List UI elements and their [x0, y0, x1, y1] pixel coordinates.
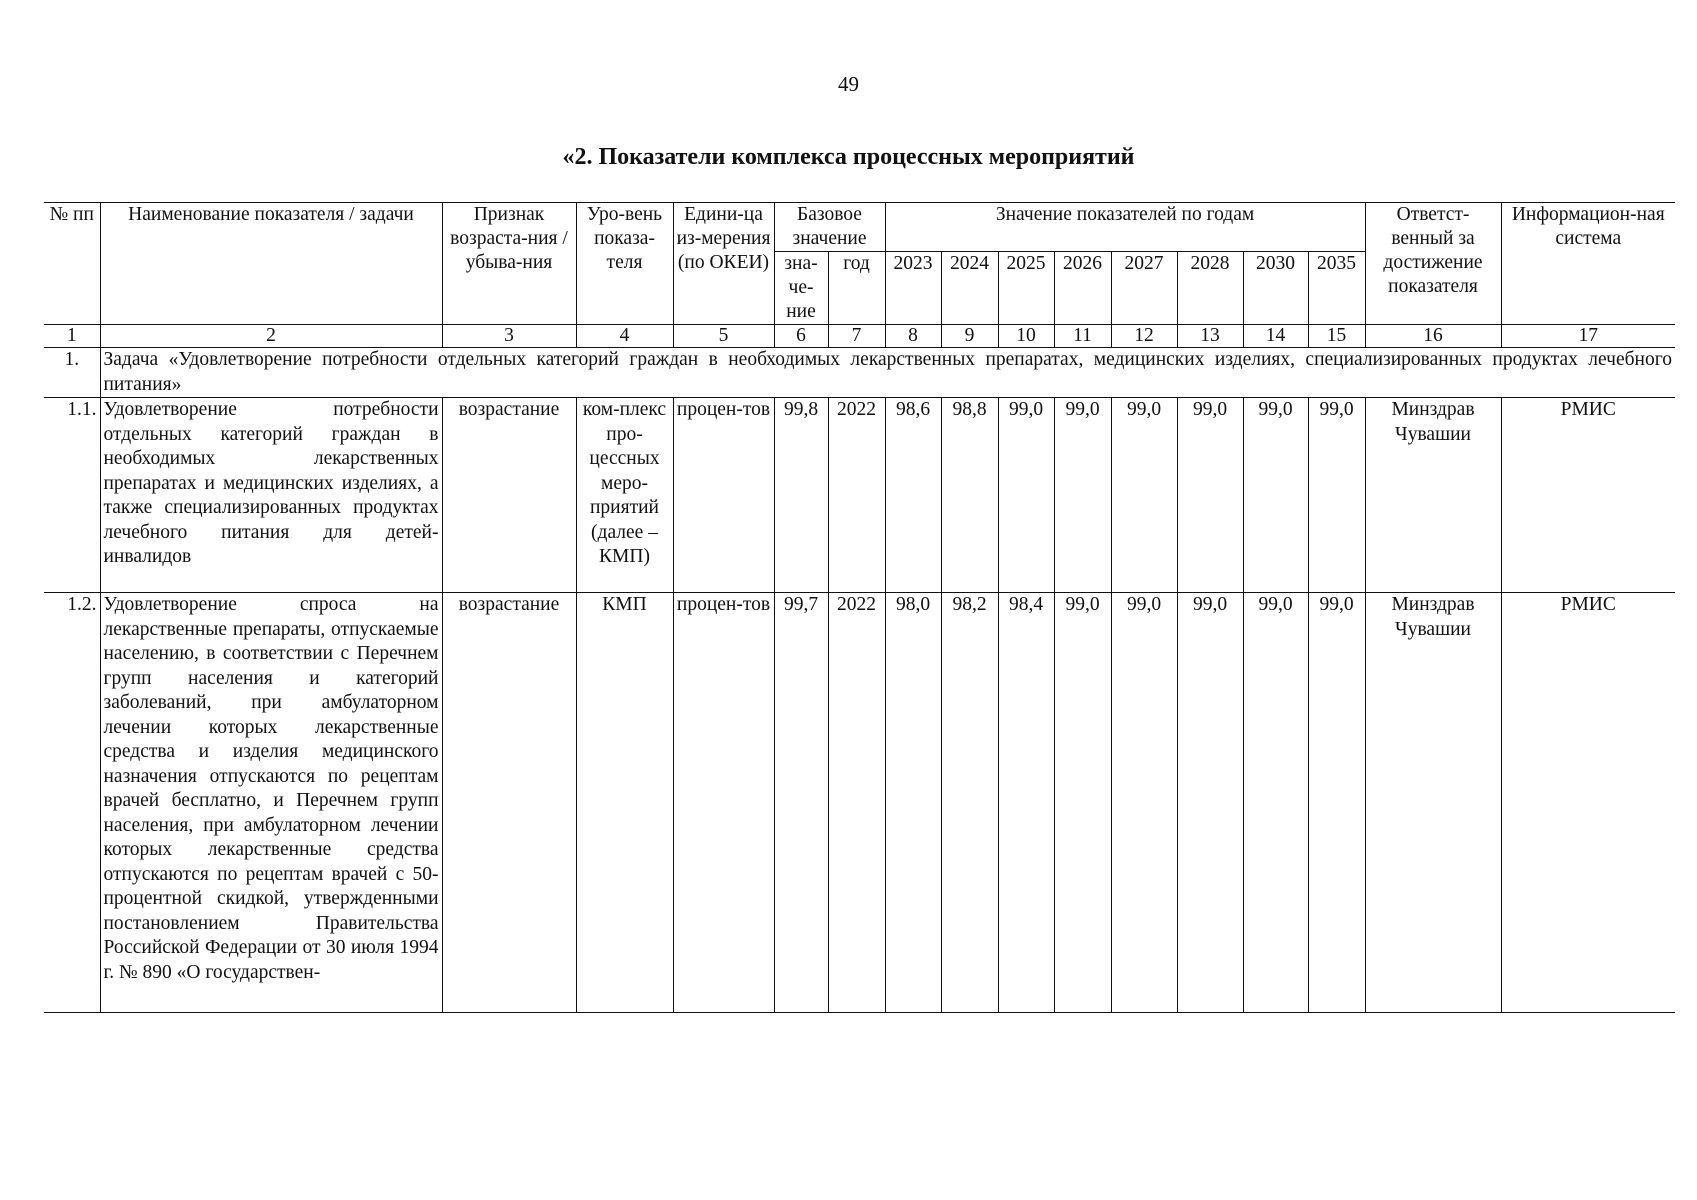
column-number: 11: [1054, 325, 1111, 348]
indicator-level: ком-плекс про-цессных меро-приятий (далее – КМП): [576, 398, 673, 593]
base-year: 2022: [828, 398, 885, 593]
header-name: Наименование показателя / задачи: [100, 203, 442, 325]
header-responsible: Ответст-венный за достижение показателя: [1365, 203, 1501, 325]
base-value: 99,8: [774, 398, 828, 593]
value-2035: 99,0: [1308, 593, 1365, 1013]
column-number: 15: [1308, 325, 1365, 348]
responsible: Минздрав Чувашии: [1365, 593, 1501, 1013]
indicator-unit: процен-тов: [673, 593, 774, 1013]
indicator-unit: процен-тов: [673, 398, 774, 593]
column-number: 10: [998, 325, 1054, 348]
value-2030: 99,0: [1243, 398, 1308, 593]
header-year-2025: 2025: [998, 252, 1054, 325]
header-year-2026: 2026: [1054, 252, 1111, 325]
header-base-year: год: [828, 252, 885, 325]
header-year-2035: 2035: [1308, 252, 1365, 325]
value-2030: 99,0: [1243, 593, 1308, 1013]
header-year-2028: 2028: [1177, 252, 1243, 325]
indicator-trend: возрастание: [442, 593, 576, 1013]
table-row: [44, 593, 1675, 1013]
header-year-2024: 2024: [941, 252, 998, 325]
header-year-2030: 2030: [1243, 252, 1308, 325]
header-base: Базовое значение: [774, 203, 885, 252]
indicators-table: [44, 202, 1675, 1013]
header-no: № пп: [44, 203, 100, 325]
value-2027: 99,0: [1111, 398, 1177, 593]
header-level: Уро-вень показа-теля: [576, 203, 673, 325]
column-number: 16: [1365, 325, 1501, 348]
column-number: 17: [1501, 325, 1675, 348]
header-trend: Признак возраста-ния /убыва-ния: [442, 203, 576, 325]
document-title: «2. Показатели комплекса процессных мероприятий: [562, 144, 1135, 170]
value-2028: 99,0: [1177, 593, 1243, 1013]
column-number: 14: [1243, 325, 1308, 348]
header-unit: Едини-ца из-мерения (по ОКЕИ): [673, 203, 774, 325]
row-number: 1.2.: [44, 593, 100, 1013]
column-number: 8: [885, 325, 941, 348]
value-2035: 99,0: [1308, 398, 1365, 593]
information-system: РМИС: [1501, 398, 1675, 593]
column-number: 6: [774, 325, 828, 348]
row-number: 1.1.: [44, 398, 100, 593]
indicator-level: КМП: [576, 593, 673, 1013]
value-2023: 98,0: [885, 593, 941, 1013]
header-row-1: [44, 203, 1675, 252]
value-2026: 99,0: [1054, 398, 1111, 593]
column-number: 3: [442, 325, 576, 348]
column-number: 12: [1111, 325, 1177, 348]
header-year-2027: 2027: [1111, 252, 1177, 325]
table-row: [44, 398, 1675, 593]
header-system: Информацион-ная система: [1501, 203, 1675, 325]
task-number: 1.: [44, 348, 100, 398]
task-row: [44, 348, 1675, 398]
responsible: Минздрав Чувашии: [1365, 398, 1501, 593]
column-number: 9: [941, 325, 998, 348]
column-number: 7: [828, 325, 885, 348]
value-2028: 99,0: [1177, 398, 1243, 593]
column-number: 5: [673, 325, 774, 348]
task-text: Задача «Удовлетворение потребности отдельных категорий граждан в необходимых лекарственных препаратах, медицинских изделиях, специализированных продуктах лечебного питания»: [100, 348, 1675, 398]
header-years: Значение показателей по годам: [885, 203, 1365, 252]
information-system: РМИС: [1501, 593, 1675, 1013]
value-2026: 99,0: [1054, 593, 1111, 1013]
column-number: 13: [1177, 325, 1243, 348]
page-number: 49: [838, 72, 859, 96]
column-number: 2: [100, 325, 442, 348]
header-base-value: зна-че-ние: [774, 252, 828, 325]
header-year-2023: 2023: [885, 252, 941, 325]
value-2023: 98,6: [885, 398, 941, 593]
value-2025: 99,0: [998, 398, 1054, 593]
column-number-row: [44, 325, 1675, 348]
value-2025: 98,4: [998, 593, 1054, 1013]
column-number: 1: [44, 325, 100, 348]
value-2024: 98,8: [941, 398, 998, 593]
base-value: 99,7: [774, 593, 828, 1013]
base-year: 2022: [828, 593, 885, 1013]
column-number: 4: [576, 325, 673, 348]
indicator-trend: возрастание: [442, 398, 576, 593]
value-2027: 99,0: [1111, 593, 1177, 1013]
indicator-name: Удовлетворение спроса на лекарственные препараты, отпускаемые населению, в соответствии с Перечнем групп населения и категорий заболеваний, при амбулаторном лечении которых лекарственные средства и изделия медицинского назначения отпускаются по рецептам врачей бесплатно, и Перечнем групп населения, при амбулаторном лечении которых лекарственные средства отпускаются по рецептам врачей с 50-процентной скидкой, утвержденными постановлением Правительства Российской Федерации от 30 июля 1994 г. № 890 «О государствен-: [100, 593, 442, 1013]
indicator-name: Удовлетворение потребности отдельных категорий граждан в необходимых лекарственных препаратах и медицинских изделиях, а также специализированных продуктах лечебного питания для детей-инвалидов: [100, 398, 442, 593]
value-2024: 98,2: [941, 593, 998, 1013]
